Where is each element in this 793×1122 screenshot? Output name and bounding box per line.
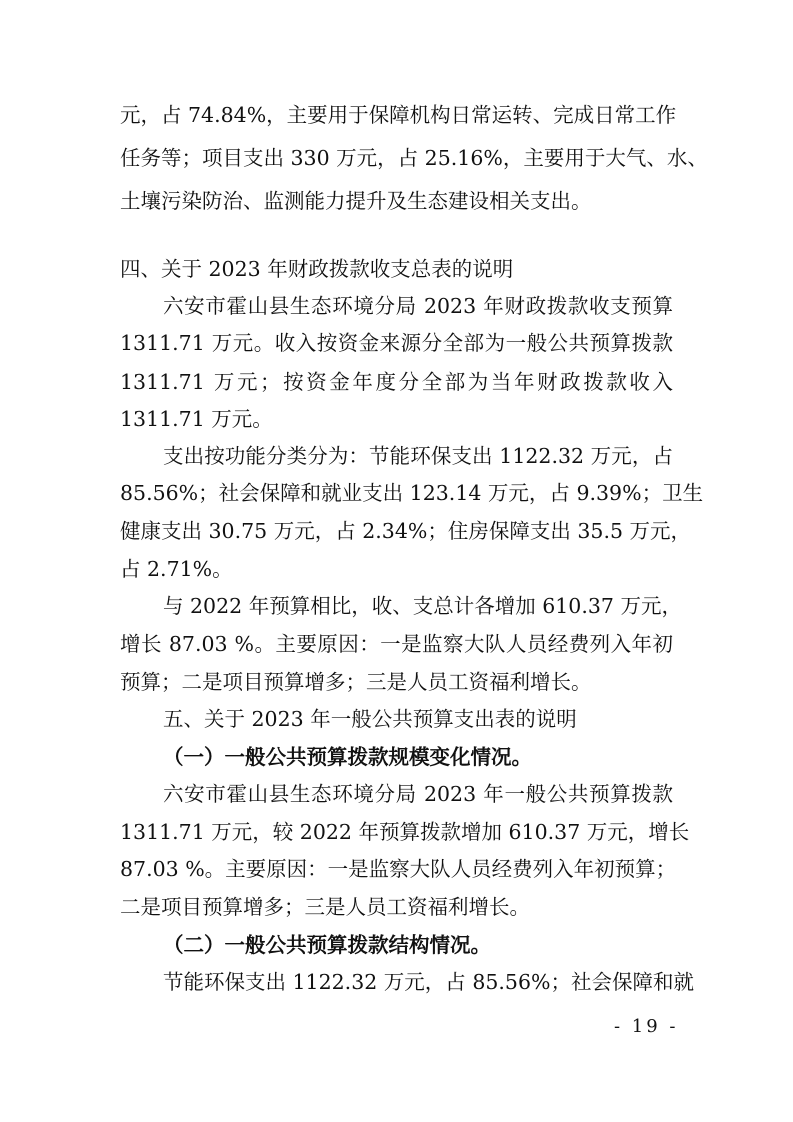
paragraph-line: 健康支出 30.75 万元，占 2.34%；住房保障支出 35.5 万元，	[120, 519, 692, 543]
paragraph-line: 1311.71 万元。	[120, 407, 273, 431]
paragraph-line: 支出按功能分类分为：节能环保支出 1122.32 万元，占	[163, 444, 673, 468]
paragraph-line: 六安市霍山县生态环境分局 2023 年财政拨款收支预算	[163, 294, 673, 318]
paragraph-line: 85.56%；社会保障和就业支出 123.14 万元，占 9.39%；卫生	[120, 481, 704, 505]
subsection-heading: （一）一般公共预算拨款规模变化情况。	[163, 745, 532, 769]
paragraph-line: 二是项目预算增多；三是人员工资福利增长。	[120, 895, 530, 919]
paragraph-line: 1311.71 万元。收入按资金来源分全部为一般公共预算拨款	[120, 331, 673, 355]
paragraph-line: 元，占 74.84%，主要用于保障机构日常运转、完成日常工作	[120, 103, 677, 127]
section-heading: 四、关于 2023 年财政拨款收支总表的说明	[120, 257, 514, 281]
paragraph-line: 与 2022 年预算相比，收、支总计各增加 610.37 万元，	[163, 594, 682, 618]
subsection-heading: （二）一般公共预算拨款结构情况。	[163, 933, 491, 957]
paragraph-line: 占 2.71%。	[120, 557, 233, 581]
paragraph-line: 土壤污染防治、监测能力提升及生态建设相关支出。	[120, 189, 592, 213]
paragraph-line: 87.03 %。主要原因：一是监察大队人员经费列入年初预算；	[120, 857, 677, 881]
paragraph-line: 预算；二是项目预算增多；三是人员工资福利增长。	[120, 670, 592, 694]
paragraph-line: 增长 87.03 %。主要原因：一是监察大队人员经费列入年初	[120, 632, 673, 656]
page-number: - 19 -	[614, 1016, 679, 1037]
paragraph-line: 任务等；项目支出 330 万元，占 25.16%，主要用于大气、水、	[120, 146, 708, 170]
paragraph-line: 六安市霍山县生态环境分局 2023 年一般公共预算拨款	[163, 782, 673, 806]
paragraph-line: 1311.71 万元，较 2022 年预算拨款增加 610.37 万元，增长	[120, 820, 690, 844]
section-heading: 五、关于 2023 年一般公共预算支出表的说明	[163, 707, 577, 731]
paragraph-line: 1311.71 万元；按资金年度分全部为当年财政拨款收入	[120, 370, 673, 394]
paragraph-line: 节能环保支出 1122.32 万元，占 85.56%；社会保障和就	[163, 970, 694, 994]
